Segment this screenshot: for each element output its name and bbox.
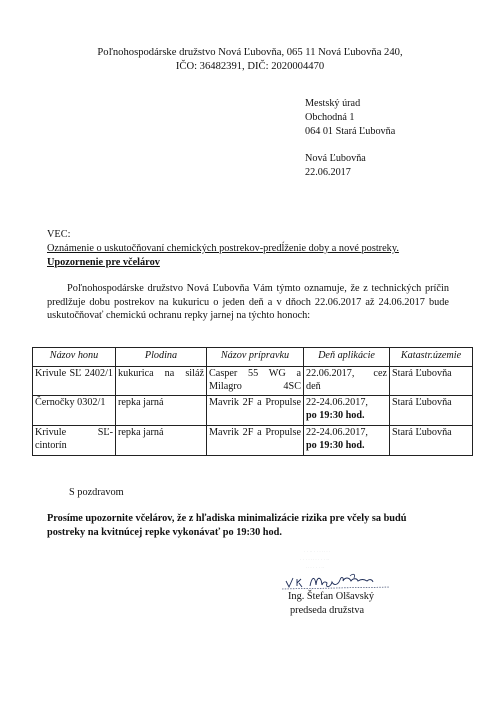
date: 22.06.2017	[305, 167, 351, 178]
greeting: S pozdravom	[69, 487, 124, 498]
cell-uzemie: Stará Ľubovňa	[390, 367, 473, 396]
place: Nová Ľubovňa	[305, 153, 366, 164]
cell-plodina: repka jarná	[116, 396, 207, 426]
svg-text:· · · · ·· · · · · ··: · · · · ·· · · · · ··	[300, 557, 330, 562]
body-paragraph: Poľnohospodárske družstvo Nová Ľubovňa Vám týmto oznamuje, že z technických príčin predlžuje dobu postrekov na kukuricu o jeden deň a v dňoch 22.06.2017 až 24.06.2017 bude uskutočňovať chemickú ochranu repky jarnej na týchto honoch:	[47, 283, 449, 322]
letterhead-line-1: Poľnohospodárske družstvo Nová Ľubovňa, 065 11 Nová Ľubovňa 240,	[97, 47, 403, 58]
recipient-city: 064 01 Stará Ľubovňa	[305, 126, 396, 137]
table-row	[33, 426, 473, 456]
cell-uzemie: Stará Ľubovňa	[390, 396, 473, 426]
cell-den	[304, 426, 390, 456]
subject-title: Oznámenie o uskutočňovaní chemických postrekov-predĺženie doby a nové postreky.	[47, 243, 399, 254]
cell-hon: Černočky 0302/1	[33, 396, 116, 426]
cell-den-time: po 19:30 hod.	[306, 439, 365, 451]
cell-hon: Krivule SĽ-cintorín	[33, 426, 116, 456]
cell-den-text: 22-24.06.2017,	[306, 397, 368, 408]
header-hon: Názov honu	[33, 348, 116, 367]
cell-den-text: 22.06.2017, cez deň	[306, 368, 387, 392]
beekeeper-request: Prosíme upozornite včelárov, že z hľadiska minimalizácie rizika pre včely sa budú postreky na kvitnúcej repke vykonávať po 19:30 hod.	[47, 513, 407, 538]
header-plodina: Plodina	[116, 348, 207, 367]
header-pripravok: Názov prípravku	[207, 348, 304, 367]
cell-den	[304, 396, 390, 426]
cell-den	[304, 367, 390, 396]
header-den: Deň aplikácie	[304, 348, 390, 367]
table-row	[33, 367, 473, 396]
cell-pripravok: Casper 55 WG a Milagro 4SC	[207, 367, 304, 396]
recipient-street: Obchodná 1	[305, 112, 355, 123]
signatory-name: Ing. Štefan Olšavský	[288, 591, 375, 602]
table-header-row	[33, 348, 473, 367]
svg-text:· · ·· · · · ·· · ·: · · ·· · · · ·· · ·	[304, 549, 331, 554]
cell-pripravok: Mavrik 2F a Propulse	[207, 396, 304, 426]
cell-den-text: 22-24.06.2017,	[306, 427, 368, 438]
letterhead-line-2: IČO: 36482391, DIČ: 2020004470	[175, 61, 325, 72]
svg-text:·· · · · · ··: ·· · · · · ··	[306, 565, 325, 570]
cell-plodina: kukurica na siláž	[116, 367, 207, 396]
cell-pripravok: Mavrik 2F a Propulse	[207, 426, 304, 456]
bee-warning-heading: Upozornenie pre včelárov	[47, 257, 160, 268]
spraying-table	[32, 347, 473, 456]
subject-label: VEC:	[47, 229, 71, 240]
cell-hon: Krivule SĽ 2402/1	[33, 367, 116, 396]
handwritten-signature	[270, 571, 395, 591]
cell-den-time: po 19:30 hod.	[306, 409, 365, 421]
recipient-name: Mestský úrad	[305, 98, 361, 109]
header-uzemie: Katastr.územie	[390, 348, 473, 367]
signatory-role: predseda družstva	[290, 605, 365, 616]
cell-uzemie: Stará Ľubovňa	[390, 426, 473, 456]
table-row	[33, 396, 473, 426]
cell-plodina: repka jarná	[116, 426, 207, 456]
